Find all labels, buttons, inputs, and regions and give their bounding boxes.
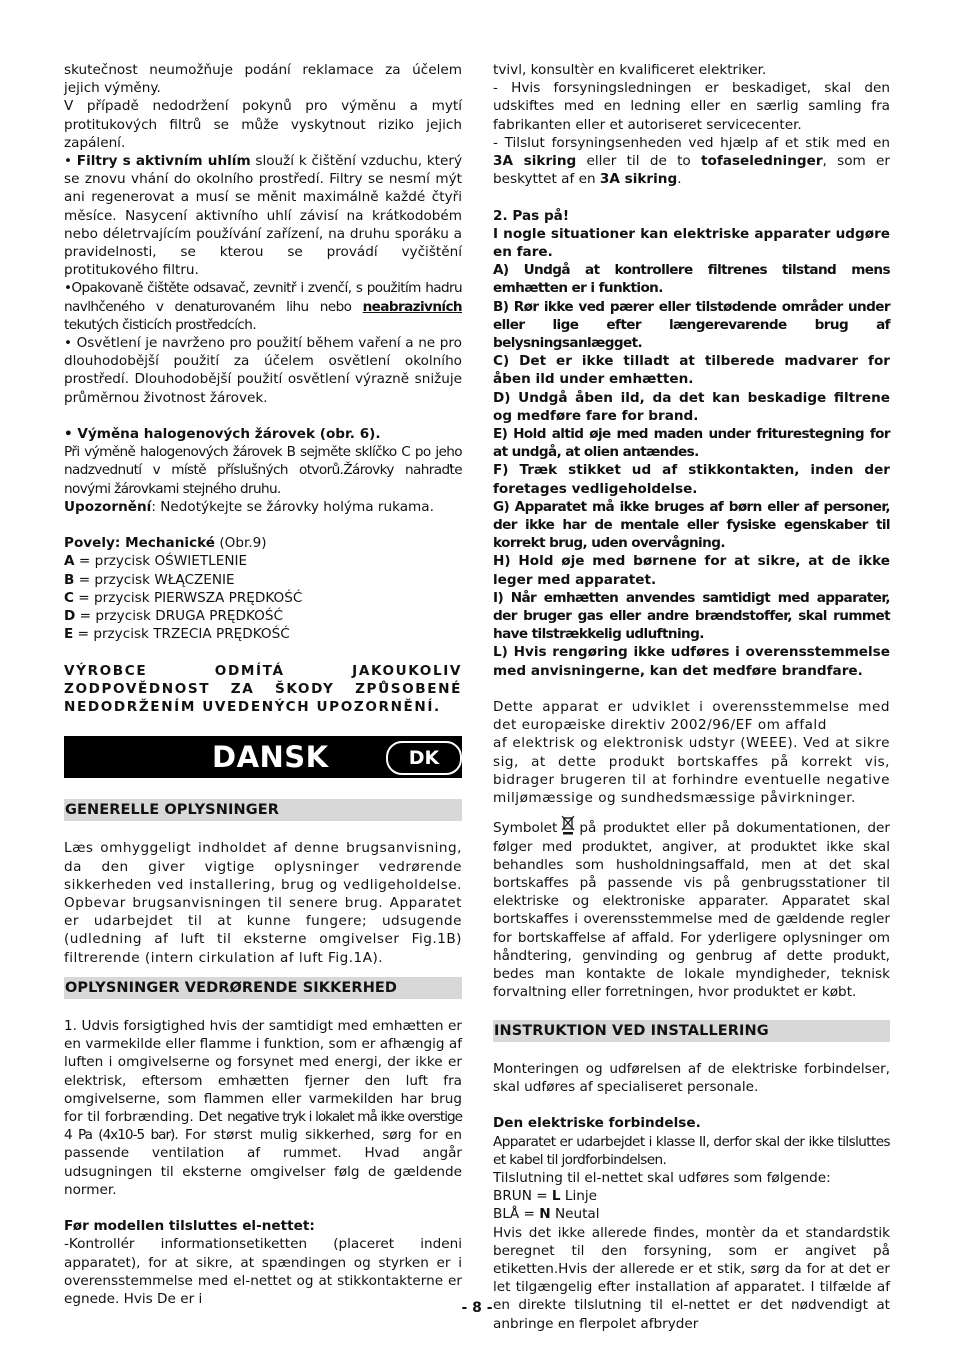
halogen-heading: • Výměna halogenových žárovek (obr. 6). <box>64 426 381 443</box>
warning-item: C) Det er ikke tilladt at tilberede madvarer for åben ild under emhætten. <box>493 353 890 388</box>
paragraph: Apparatet er udarbejdet i klasse II, derfor skal der ikke tilsluttes et kabel til jordforbindelsen. <box>493 1133 890 1168</box>
control-item: A = przycisk OŚWIETLENIE <box>64 553 248 570</box>
before-connection-heading: Før modellen tilsluttes el-nettet: <box>64 1218 315 1235</box>
paragraph: •Opakovaně čištěte odsavač, zevnitř i zvenčí, s použitím hadru navlhčeného v denaturovaném lihu nebo neabrazivních tekutých čisticích prostředcích. <box>64 280 462 333</box>
control-item: B = przycisk WŁĄCZENIE <box>64 571 235 588</box>
underlined-term: neabrazivních <box>362 298 462 315</box>
paragraph: V případě nedodržení pokynů pro výměnu a mytí protitukových filtrů se může vyskytnout riziko jejich zapálení. <box>64 98 462 151</box>
page-number: - 8 - <box>461 1300 493 1316</box>
paragraph: skutečnost neumožňuje podání reklamace za účelem jejich výměny. <box>64 62 462 97</box>
warning-item: I) Når emhætten anvendes samtidigt med apparater, der bruger gas eller andre brændstoffer, skal rummet have tilstrækkelig udluftning. <box>493 589 890 643</box>
warning-item: D) Undgå åben ild, da det kan beskadige filtrene og medføre fare for brand. <box>493 389 890 424</box>
paragraph: Dette apparat er udviklet i overensstemmelse med det europæiske direktiv 2002/96/EF om affald <box>493 699 890 734</box>
paragraph: • Osvětlení je navrženo pro použití během vaření a ne pro dlouhodobější použití za účelem osvětlení okolního prostředí. Dlouhodobější použití osvětlení výrazně snižuje průměrnou životnost žárovek. <box>64 335 462 406</box>
wire-blue: BLÅ = N Neutal <box>493 1206 600 1223</box>
left-column <box>64 61 462 1308</box>
warning-list <box>493 207 890 680</box>
paragraph: • Filtry s aktivním uhlím slouží k čištění vzduchu, který se znovu vhání do okolního prostředí. Filtry se nesmí mýt ani regenerovat a musí se měnit maximálně každé čtyři měsíce. Nasycení aktivního uhlí závisí na krátkodobém nebo déletrvajícím používání zařízení, na druhu sporáku a pravidelnosti, se kterou se provádí vyčištění protitukového filtru. <box>64 153 463 279</box>
language-code-badge: DK <box>386 741 462 775</box>
warning-item: H) Hold øje med børnene for at sikre, at de ikke leger med apparatet. <box>493 553 890 588</box>
warning-item: B) Rør ikke ved pærer eller tilstødende områder under eller lige efter længerevarende brug af belysningsanlægget. <box>493 298 890 352</box>
warning-item: G) Apparatet må ikke bruges af børn eller af personer, der ikke har de mentale eller fysiske egenskaber til korrekt brug, uden overvågning. <box>493 498 890 552</box>
controls-heading: Povely: Mechanické (Obr.9) <box>64 535 267 552</box>
control-item: C = przycisk PIERWSZA PRĘDKOŚĆ <box>64 589 303 606</box>
warning-item: I nogle situationer kan elektriske apparater udgøre en fare. <box>493 225 890 261</box>
disclaimer: VÝROBCE ODMÍTÁ JAKOUKOLIV ZODPOVĚDNOST ZA ŠKODY ZPŮSOBENÉ NEDODRŽENÍM UVEDENÝCH UPOZORNĚNÍ. <box>64 662 462 716</box>
control-item: D = przycisk DRUGA PRĘDKOŚĆ <box>64 608 283 625</box>
section-heading-safety: OPLYSNINGER VEDRØRENDE SIKKERHED <box>64 977 462 999</box>
paragraph: -Kontrollér informationsetiketten (placeret indeni apparatet), for at sikre, at spændingen og styrken er i overensstemmelse med el-nettet og at stikkontakterne er egnede. Hvis De er i <box>64 1236 462 1308</box>
right-column <box>493 61 890 1333</box>
paragraph: - Tilslut forsyningsenheden ved hjælp af et stik med en 3A sikring eller til de to tofaseledninger, som er beskyttet af en 3A sikring. <box>493 134 890 188</box>
electrical-heading: Den elektriske forbindelse. <box>493 1115 701 1132</box>
section-heading-installation: INSTRUKTION VED INSTALLERING <box>493 1020 890 1042</box>
warning-line: Upozornění: Nedotýkejte se žárovky holýma rukama. <box>64 498 434 515</box>
paragraph: Hvis det ikke allerede findes, montèr da et standardstik beregnet til den forsyning, som er angivet på etiketten.Hvis der allerede er et stik, sørg da for at det er let tilgængelig efter installation af apparatet. I tilfælde af en direkte tilslutning til el-nettet er det nødvendigt at anbringe en flerpolet afbryder <box>493 1224 890 1332</box>
warning-heading: 2. Pas på! <box>493 207 570 224</box>
language-banner <box>64 736 462 778</box>
section-heading-general: GENERELLE OPLYSNINGER <box>64 799 462 821</box>
warning-item: F) Træk stikket ud af stikkontakten, inden der foretages vedligeholdelse. <box>493 462 890 497</box>
bold-term: Filtry s aktivním uhlím <box>76 153 251 170</box>
paragraph: 1. Udvis forsigtighed hvis der samtidigt med emhætten er en varmekilde eller flamme i funktion, som er afhængig af luften i omgivelserne og forsynet med energi, der ikke er elektrisk, eftersom emhætten fjerner den luft fra omgivelserne, som flammen eller varmekilden har brug for til forbrænding. Det negative tryk i lokalet må ikke overstige 4 Pa (4x10-5 bar). For størst mulig sikkerhed, sørg for en passende ventilation af rummet. Hvad angår udsugningen til eksterne omgivelser følg de gældende normer. <box>64 1018 462 1198</box>
paragraph: - Hvis forsyningsledningen er beskadiget, skal den udskiftes med en ledning eller en særlig samling fra fabrikanten eller et autoriseret servicecenter. <box>493 80 890 133</box>
warning-item: L) Hvis rengøring ikke udføres i overensstemmelse med anvisningerne, kan det medføre brandfare. <box>493 644 890 679</box>
paragraph: Symbolet på produktet eller på dokumentationen, der følger med produktet, angiver, at produktet ikke skal behandles som husholdningsaffald, men at det skal bortskaffes på passende vis på genbrugsstationer til elektriske og elektroniske apparater. Apparatet skal bortskaffes i overensstemmelse med de gældende regler for bortskaffelse af affald. For yderligere oplysninger om håndtering, genvinding og genbrug af dette produkt, bedes man kontakte de lokale myndigheder, teknisk forvaltning eller forretningen, hvor produktet er købt. <box>493 815 890 1001</box>
crossed-bin-icon <box>561 815 575 835</box>
paragraph: af elektrisk og elektronisk udstyr (WEEE). Ved at sikre sig, at dette produkt bortskaffes på korrekt vis, bidrager brugeren til at forhindre eventuelle negative miljømæssige og sundhedsmæssige påvirkninger. <box>493 735 890 807</box>
paragraph: Læs omhyggeligt indholdet af denne brugsanvisning, da den giver vigtige oplysninger vedrørende sikkerheden ved installering, brug og vedligeholdelse. Opbevar brugsanvisningen til senere brug. Apparatet er udarbejdet til at kunne fungere; udsugende (udledning af luft til eksterne omgivelser Fig.1B) filtrerende (intern cirkulation af luft Fig.1A). <box>64 840 462 966</box>
language-title: DANSK <box>212 740 329 775</box>
warning-item: A) Undgå at kontrollere filtrenes tilstand mens emhætten er i funktion. <box>493 262 890 297</box>
paragraph: Tilslutning til el-nettet skal udføres som følgende: <box>493 1169 831 1186</box>
paragraph: tvivl, konsultèr en kvalificeret elektriker. <box>493 62 767 78</box>
paragraph: Monteringen og udførelsen af de elektriske forbindelser, skal udføres af specialiseret personale. <box>493 1060 890 1095</box>
paragraph: Při výměně halogenových žárovek B sejměte sklíčko C po jeho nadzvednutí v místě příslušných otvorů.Žárovky nahraďte novými žárovkami stejného druhu. <box>64 444 462 497</box>
warning-item: E) Hold altid øje med maden under friturestegning for at undgå, at olien antændes. <box>493 426 890 461</box>
wire-brown: BRUN = L Linje <box>493 1188 598 1205</box>
control-item: E = przycisk TRZECIA PRĘDKOŚĆ <box>64 626 290 643</box>
